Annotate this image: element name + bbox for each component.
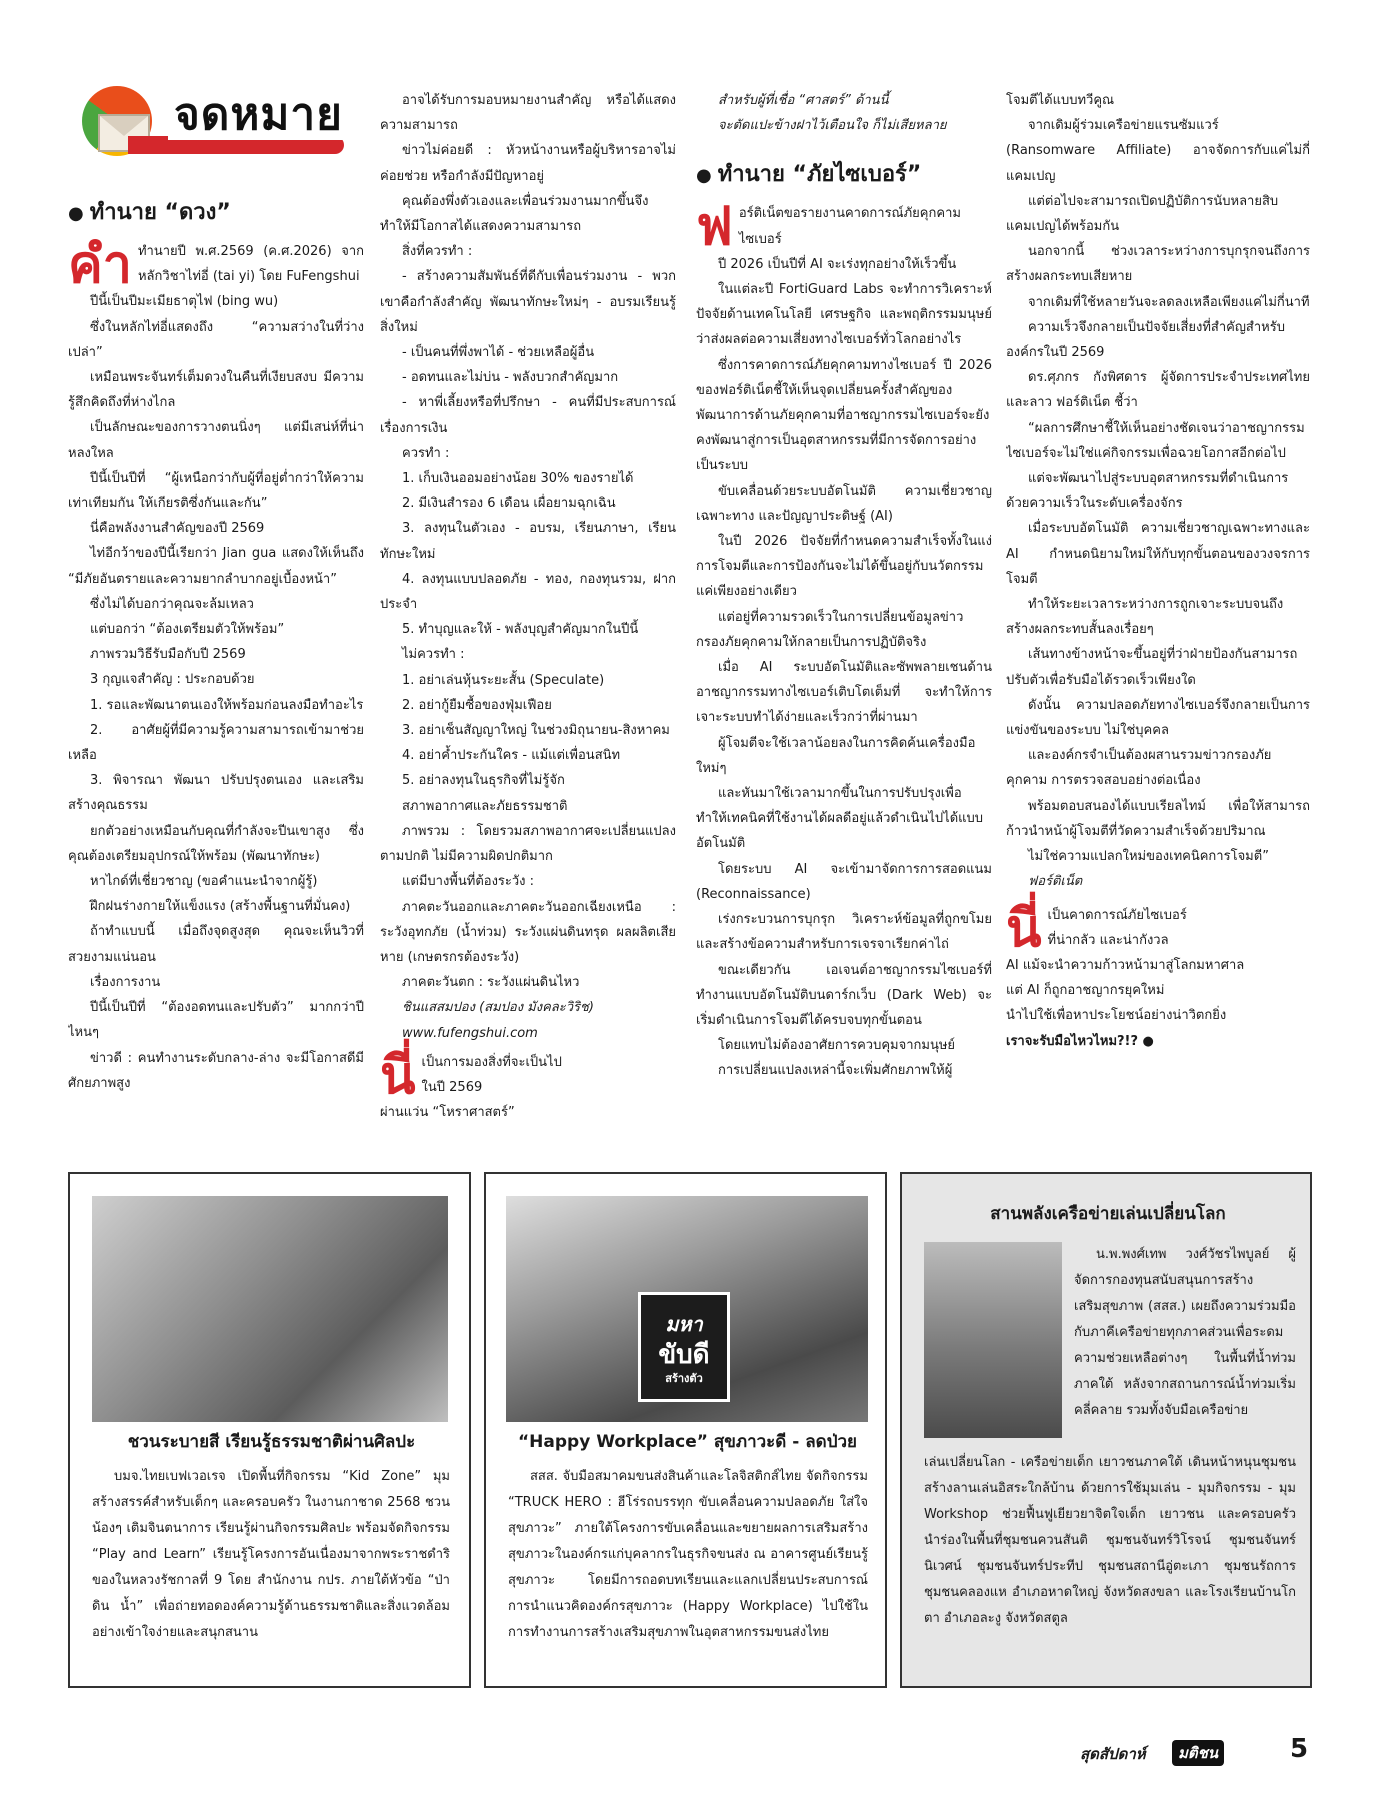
- closing-note: [380, 1044, 676, 1126]
- paragraph: แต่จะพัฒนาไปสู่ระบบอุตสาหกรรมที่ดำเนินการด้วยความเร็วในระดับเครื่องจักร: [1006, 471, 1289, 512]
- paragraph: พร้อมตอบสนองได้แบบเรียลไทม์ เพื่อให้สามารถก้าวนำหน้าผู้โจมตีที่วัดความสำเร็จด้วยปริมาณ: [1006, 798, 1310, 839]
- box-body-right: น.พ.พงศ์เทพ วงศ์วัชรไพบูลย์ ผู้จัดการกองทุนสนับสนุนการสร้างเสริมสุขภาพ (สสส.) เผยถึงความร่วมมือกับภาคีเครือข่ายทุกภาคส่วนเพื่อระดมความช่วยเหลือต่างๆ ในพื้นที่น้ำท่วมภาคใต้ หลังจากสถานการณ์น้ำท่วมเริ่มคลี่คลาย รวมทั้งจับมือเครือข่าย: [1074, 1247, 1296, 1418]
- article-horoscope: [68, 234, 364, 1096]
- paragraph: นี่คือพลังงานสำคัญของปี 2569: [90, 521, 265, 537]
- dropcap: นี่: [1006, 897, 1042, 959]
- section-heading-cyber: ● ทำนาย “ภัยไซเบอร์”: [696, 162, 922, 188]
- box-body-bottom: เล่นเปลี่ยนโลก - เครือข่ายเด็ก เยาวชนภาคใต้ เดินหน้าหนุนชุมชนสร้างลานเล่นอิสระใกล้บ้าน ด้วยการใช้มุมเล่น - มุมกิจกรรม - มุม Workshop ช่วยฟื้นฟูเยียวยาจิตใจเด็ก เยาวชน และครอบครัว นำร่องในพื้นที่ชุมชนควนสันติ ชุมชนจันทร์วิโรจน์ ชุมชนจันทร์นิเวศน์ ชุมชนจันทร์ประทีป ชุมชนสถานีอู่ตะเภา ชุมชนรัถการ ชุมชนคลองแห อำเภอหาดใหญ่ จังหวัดสงขลา และโรงเรียนบ้านโกตา อำเภอละงู จังหวัดสตูล: [924, 1455, 1296, 1626]
- website-link[interactable]: www.fufengshui.com: [402, 1025, 538, 1041]
- paragraph: จะตัดแปะข้างฝาไว้เตือนใจ ก็ไม่เสียหลาย: [718, 118, 947, 134]
- paragraph: ซึ่งไม่ได้บอกว่าคุณจะล้มเหลว: [90, 596, 254, 612]
- paragraph: ควรทำ :: [402, 445, 450, 461]
- paragraph: เป็นลักษณะของการวางตนนิ่งๆ แต่มีเสน่ห์ที่น่าหลงใหล: [68, 420, 364, 461]
- paragraph: ปี 2026 เป็นปีที่ AI จะเร่งทุกอย่างให้เร็วขึ้น: [718, 256, 957, 272]
- paragraph: แต่ต่อไปจะสามารถเปิดปฏิบัติการนับหลายสิบแคมเปญได้พร้อมกัน: [1006, 193, 1279, 235]
- paragraph: ดังนั้น ความปลอดภัยทางไซเบอร์จึงกลายเป็นการแข่งขันของระบบ ไม่ใช่บุคคล: [1006, 697, 1310, 739]
- paragraph: ยกตัวอย่างเหมือนกับคุณที่กำลังจะปีนเขาสูง ซึ่งคุณต้องเตรียมอุปกรณ์ให้พร้อม (พัฒนาทักษะ): [68, 823, 364, 864]
- box-title: ชวนระบายสี เรียนรู้ธรรมชาติผ่านศิลปะ: [127, 1432, 416, 1452]
- photo-kids-painting: [92, 1196, 448, 1422]
- paragraph: - สร้างความสัมพันธ์ที่ดีกับเพื่อนร่วมงาน - พวกเขาคือกำลังสำคัญ พัฒนาทักษะใหม่ๆ - อบรมเรียนรู้สิ่งใหม่: [380, 269, 676, 335]
- paragraph: ในปี 2026 ปัจจัยที่กำหนดความสำเร็จทั้งในแง่การโจมตีและการป้องกันจะไม่ได้ขึ้นอยู่กับนวัตกรรมแค่เพียงอย่างเดียว: [696, 534, 992, 600]
- paragraph: จากเดิมผู้ร่วมเครือข่ายแรนซัมแวร์ (Ransomware Affiliate) อาจจัดการกับแค่ไม่กี่แคมเปญ: [1006, 118, 1310, 184]
- closing-lines: [1006, 897, 1310, 1029]
- paragraph: การเปลี่ยนแปลงเหล่านี้จะเพิ่มศักยภาพให้ผู้: [718, 1063, 953, 1079]
- letters-logo: [68, 82, 364, 172]
- paragraph: สำหรับผู้ที่เชื่อ “ศาสตร์” ด้านนี้: [718, 93, 889, 108]
- box-body: สสส. จับมือสมาคมขนส่งสินค้าและโลจิสติกส์ไทย จัดกิจกรรม “TRUCK HERO : ฮีโร่รถบรรทุก ขับเคลื่อนความปลอดภัย ใส่ใจสุขภาวะ” ภายใต้โครงการขับเคลื่อนและขยายผลการเสริมสร้างสุขภาวะในองค์กรแก่บุคลากรในธุรกิจขนส่ง ณ อาคารศูนย์เรียนรู้สุขภาวะ โดยมีการถอดบทเรียนและแลกเปลี่ยนประสบการณ์การนำแนวคิดองค์กรสุขภาวะ (Happy Workplace) ไปใช้ในการทำงานการสร้างเสริมสุขภาพในอุตสาหกรรมขนส่งไทย: [508, 1469, 868, 1640]
- paragraph: ซึ่งในหลักไท่อี่แสดงถึง “ความสว่างในที่ว่างเปล่า”: [68, 319, 364, 360]
- news-box-art: [68, 1172, 471, 1688]
- paragraph: นำไปใช้เพื่อหาประโยชน์อย่างน่าวิตกยิ่ง: [1006, 1008, 1227, 1024]
- paragraph: ผู้โจมตีจะใช้เวลาน้อยลงในการคิดค้นเครื่องมือใหม่ๆ: [696, 735, 976, 776]
- paragraph: โดยระบบ AI จะเข้ามาจัดการการสอดแนม (Reconnaissance): [696, 861, 992, 902]
- paragraph: ขับเคลื่อนด้วยระบบอัตโนมัติ ความเชี่ยวชาญเฉพาะทาง และปัญญาประดิษฐ์ (AI): [696, 483, 992, 524]
- dropcap: คำ: [68, 234, 132, 295]
- paragraph: เป็นคาดการณ์ภัยไซเบอร์: [1047, 907, 1187, 923]
- paragraph: 2. อย่ากู้ยืมซื้อของฟุ่มเฟือย: [402, 697, 552, 713]
- paragraph: เร่งกระบวนการบุกรุก วิเคราะห์ข้อมูลที่ถูกขโมยและสร้างข้อความสำหรับการเจรจาเรียกค่าไถ่: [696, 912, 992, 953]
- paragraph: 3. ลงทุนในตัวเอง - อบรม, เรียนภาษา, เรียนทักษะใหม่: [380, 521, 676, 562]
- paragraph: ข่าวดี : คนทำงานระดับกลาง-ล่าง จะมีโอกาสดีมีศักยภาพสูง: [68, 1050, 364, 1091]
- paragraph: อาจได้รับการมอบหมายงานสำคัญ หรือได้แสดงความสามารถ: [380, 93, 676, 134]
- paragraph: นอกจากนี้ ช่วงเวลาระหว่างการบุกรุกจนถึงการสร้างผลกระทบเสียหาย: [1006, 244, 1310, 285]
- paragraph: ไม่ควรทำ :: [402, 647, 465, 663]
- photo-portrait: [924, 1242, 1062, 1438]
- column-1: [68, 82, 364, 1172]
- brand-logo: มติชน: [1172, 1740, 1224, 1766]
- paragraph: อร์ติเน็ตขอรายงานคาดการณ์ภัยคุกคามไซเบอร์: [738, 206, 961, 247]
- paragraph: 2. มีเงินสำรอง 6 เดือน เผื่อยามฉุกเฉิน: [402, 496, 616, 512]
- paragraph: เมื่อ AI ระบบอัตโนมัติและซัพพลายเชนด้านอาชญากรรมทางไซเบอร์เติบโตเต็มที่ จะทำให้การเจาะระบบทำได้ง่ายและเร็วกว่าที่ผ่านมา: [696, 660, 992, 726]
- paragraph: คุณต้องพึ่งตัวเองและเพื่อนร่วมงานมากขึ้นจึงทำให้มีโอกาสได้แสดงความสามารถ: [380, 193, 649, 235]
- box-title: “Happy Workplace” สุขภาวะดี - ลดป่วย: [517, 1432, 857, 1452]
- paragraph: ทำให้ระยะเวลาระหว่างการถูกเจาะระบบจนถึงสร้างผลกระทบสั้นลงเรื่อยๆ: [1006, 597, 1284, 638]
- paragraphs: [68, 234, 364, 1096]
- section-heading-horoscope: ● ทำนาย “ดวง”: [68, 200, 231, 225]
- paragraph: 1. อย่าเล่นหุ้นระยะสั้น (Speculate): [402, 672, 605, 688]
- paragraph: ภาพรวม : โดยรวมสภาพอากาศจะเปลี่ยนแปลงตามปกติ ไม่มีความผิดปกติมาก: [380, 823, 676, 865]
- column-4: [1006, 88, 1310, 1178]
- paragraph: ปีนี้เป็นปีมะเมียธาตุไฟ (bing wu): [90, 294, 279, 310]
- paragraph: และองค์กรจำเป็นต้องผสานรวมข่าวกรองภัยคุกคาม การตรวจสอบอย่างต่อเนื่อง: [1006, 748, 1272, 789]
- author-signature: ชินแสสมปอง (สมปอง มังคละวิริช): [402, 1000, 594, 1016]
- paragraph: - หาพี่เลี้ยงหรือที่ปรึกษา - คนที่มีประสบการณ์เรื่องการเงิน: [380, 395, 676, 436]
- paragraph: ไท่อีกว้าของปีนี้เรียกว่า Jian gua แสดงให้เห็นถึง “มีภัยอันตรายและความยากลำบากอยู่เบื้องหน้า”: [68, 546, 364, 587]
- page-number: 5: [1290, 1734, 1309, 1764]
- paragraph: 4. ลงทุนแบบปลอดภัย - ทอง, กองทุนรวม, ฝากประจำ: [380, 571, 676, 613]
- paragraphs: [1006, 88, 1310, 895]
- paragraph: 3. อย่าเซ็นสัญญาใหญ่ ในช่วงมิถุนายน-สิงหาคม: [402, 723, 670, 739]
- closing-lines: [380, 1044, 676, 1126]
- paragraph: 4. อย่าค้ำประกันใคร - แม้แต่เพื่อนสนิท: [402, 748, 621, 764]
- paragraph: สภาพอากาศและภัยธรรมชาติ: [402, 798, 568, 814]
- paragraph: 5. อย่าลงทุนในธุรกิจที่ไม่รู้จัก: [402, 773, 565, 789]
- logo-title: จดหมาย: [168, 90, 349, 140]
- paragraph: ฟอร์ติเน็ต: [1028, 874, 1083, 890]
- truck-hero-sign: มหา ขับดี สร้างตัว: [638, 1292, 730, 1402]
- paragraph: ถ้าทำแบบนี้ เมื่อถึงจุดสูงสุด คุณจะเห็นวิวที่สวยงามแน่นอน: [68, 924, 364, 965]
- photo-group-with-sign: [506, 1196, 868, 1422]
- paragraph: ไม่ใช่ความแปลกใหม่ของเทคนิคการโจมตี”: [1028, 849, 1269, 865]
- paragraphs: [380, 88, 676, 995]
- news-box-workplace: [484, 1172, 887, 1688]
- paragraph: AI แม้จะนำความก้าวหน้ามาสู่โลกมหาศาล: [1006, 957, 1245, 973]
- paragraph: โดยแทบไม่ต้องอาศัยการควบคุมจากมนุษย์: [718, 1038, 956, 1054]
- paragraph: ความเร็วจึงกลายเป็นปัจจัยเสี่ยงที่สำคัญสำหรับองค์กรในปี 2569: [1006, 319, 1285, 361]
- article-cyber: [696, 196, 992, 1083]
- news-box-network: [900, 1172, 1312, 1688]
- paragraph: สิ่งที่ควรทำ :: [402, 244, 473, 260]
- paragraph: ฝึกฝนร่างกายให้แข็งแรง (สร้างพื้นฐานที่มั่นคง): [90, 899, 351, 915]
- paragraph: 2. อาศัยผู้ที่มีความรู้ความสามารถเข้ามาช่วยเหลือ: [68, 722, 364, 764]
- paragraph: ภาคตะวันตก : ระวังแผ่นดินไหว: [402, 975, 580, 991]
- paragraph: เส้นทางข้างหน้าจะขึ้นอยู่ที่ว่าฝ่ายป้องกันสามารถปรับตัวเพื่อรับมือได้รวดเร็วเพียงใด: [1006, 647, 1298, 688]
- bullet-icon: ●: [696, 165, 712, 187]
- paragraph: - เป็นคนที่พึ่งพาได้ - ช่วยเหลือผู้อื่น: [402, 345, 595, 361]
- paragraph: และหันมาใช้เวลามากขึ้นในการปรับปรุงเพื่อทำให้เทคนิคที่ใช้งานได้ผลดีอยู่แล้วดำเนินไปได้แบบอัตโนมัติ: [696, 786, 984, 852]
- paragraph: ภาคตะวันออกและภาคตะวันออกเฉียงเหนือ : ระวังอุทกภัย (น้ำท่วม) ระวังแผ่นดินทรุด ผลผลิตเสียหาย (เกษตรกรต้องระวัง): [380, 899, 676, 965]
- paragraph: 3. พิจารณา พัฒนา ปรับปรุงตนเอง และเสริมสร้างคุณธรรม: [68, 773, 364, 814]
- paragraph: เมื่อระบบอัตโนมัติ ความเชี่ยวชาญเฉพาะทางและ AI กำหนดนิยามใหม่ให้กับทุกขั้นตอนของวงจรการโจมตี: [1006, 521, 1310, 587]
- dropcap: นี่: [380, 1044, 416, 1106]
- paragraph: ปีนี้เป็นปีที่ “ผู้เหนือกว่ากับผู้ที่อยู่ต่ำกว่าให้ความเท่าเทียมกัน ให้เกียรติซึ่งกันและกัน”: [68, 470, 364, 512]
- paragraph: โจมตีได้แบบทวีคูณ: [1006, 93, 1115, 108]
- paragraphs: [696, 196, 992, 1083]
- paragraph: เป็นการมองสิ่งที่จะเป็นไป: [421, 1054, 562, 1070]
- paragraph: ซึ่งการคาดการณ์ภัยคุกคามทางไซเบอร์ ปี 2026 ของฟอร์ติเน็ตชี้ให้เห็นจุดเปลี่ยนครั้งสำคัญของพัฒนาการด้านภัยคุกคามที่อาชญากรรมไซเบอร์จะยังคงพัฒนาสู่การเป็นอุตสาหกรรมที่มีการจัดการอย่างเป็นระบบ: [696, 357, 992, 474]
- paragraph: เรื่องการงาน: [90, 974, 161, 990]
- paragraph: “ผลการศึกษาชี้ให้เห็นอย่างชัดเจนว่าอาชญากรรมไซเบอร์จะไม่ใช่แค่กิจกรรมเพื่อฉวยโอกาสอีกต่อไป: [1006, 420, 1305, 461]
- box-title: สานพลังเครือข่ายเล่นเปลี่ยนโลก: [990, 1204, 1226, 1224]
- paragraph: หาไกด์ที่เชี่ยวชาญ (ขอคำแนะนำจากผู้รู้): [90, 874, 318, 890]
- paragraph: 1. เก็บเงินออมอย่างน้อย 30% ของรายได้: [402, 471, 634, 487]
- paragraph: แต่ AI ก็ถูกอาชญากรยุคใหม่: [1006, 983, 1165, 999]
- paragraph: ขณะเดียวกัน เอเจนต์อาชญากรรมไซเบอร์ที่ทำงานแบบอัตโนมัติบนดาร์กเว็บ (Dark Web) จะเริ่มดำเนินการโจมตีได้ครบจบทุกขั้นตอน: [696, 962, 992, 1028]
- paragraph: 3 กุญแจสำคัญ : ประกอบด้วย: [90, 672, 255, 688]
- paragraph: ข่าวไม่ค่อยดี : หัวหน้างานหรือผู้บริหารอาจไม่ค่อยช่วย หรือกำลังมีปัญหาอยู่: [380, 143, 676, 184]
- paragraph: ภาพรวมวิธีรับมือกับปี 2569: [90, 647, 246, 663]
- paragraph: แต่มีบางพื้นที่ต้องระวัง :: [402, 874, 535, 890]
- intro-lines: [696, 88, 992, 138]
- closing-note: [1006, 897, 1310, 1054]
- paragraph: ในแต่ละปี FortiGuard Labs จะทำการวิเคราะห์ปัจจัยด้านเทคโนโลยี เศรษฐกิจ และพฤติกรรมมนุษย์ว่าส่งผลต่อความเสี่ยงทางไซเบอร์ทั่วโลกอย่างไร: [696, 282, 992, 348]
- paragraph: แต่บอกว่า “ต้องเตรียมตัวให้พร้อม”: [90, 622, 285, 638]
- paragraph: เหมือนพระจันทร์เต็มดวงในคืนที่เงียบสงบ มีความรู้สึกคิดถึงที่ห่างไกล: [68, 370, 364, 411]
- dropcap: ฟ: [696, 196, 733, 258]
- closing-question: เราจะรับมือไหวไหม?!? ●: [1006, 1033, 1154, 1049]
- paragraph: ในปี 2569: [421, 1079, 483, 1095]
- paragraph: ทำนายปี พ.ศ.2569 (ค.ศ.2026) จากหลักวิชาไท่อี่ (tai yi) โดย FuFengshui: [137, 244, 364, 285]
- paragraph: - อดทนและไม่บ่น - พลังบวกสำคัญมาก: [402, 370, 619, 386]
- page-footer: [1080, 1736, 1330, 1770]
- paragraph: ดร.ศุภกร กังพิศดาร ผู้จัดการประจำประเทศไทยและลาว ฟอร์ติเน็ต ชี้ว่า: [1006, 370, 1310, 411]
- box-body: บมจ.ไทยเบฟเวอเรจ เปิดพื้นที่กิจกรรม “Kid Zone” มุมสร้างสรรค์สำหรับเด็กๆ และครอบครัว ในงานกาชาด 2568 ชวนน้องๆ เติมจินตนาการ เรียนรู้ผ่านกิจกรรมศิลปะ พร้อมจัดกิจกรรม “Play and Learn” เรียนรู้โครงการอันเนื่องมาจากพระราชดำริของในหลวงรัชกาลที่ 9 โดย สำนักงาน กปร. ภายใต้หัวข้อ “ป่า ดิน น้ำ” เพื่อถ่ายทอดองค์ความรู้ด้านธรรมชาติและสิ่งแวดล้อมอย่างเข้าใจง่ายและสนุกสนาน: [92, 1469, 450, 1640]
- paragraph: ปีนี้เป็นปีที่ “ต้องอดทนและปรับตัว” มากกว่าปีไหนๆ: [68, 1000, 364, 1041]
- paragraph: แต่อยู่ที่ความรวดเร็วในการเปลี่ยนข้อมูลข่าวกรองภัยคุกคามให้กลายเป็นการปฏิบัติจริง: [696, 609, 964, 650]
- bullet-icon: ●: [68, 203, 84, 224]
- publication-name: สุดสัปดาห์: [1080, 1745, 1146, 1763]
- column-2: [380, 88, 676, 1178]
- paragraph: ผ่านแว่น “โหราศาสตร์”: [380, 1105, 515, 1121]
- paragraph: ที่น่ากลัว และน่ากังวล: [1047, 932, 1169, 948]
- paragraph: 5. ทำบุญและให้ - พลังบุญสำคัญมากในปีนี้: [402, 622, 639, 638]
- column-3: [696, 88, 992, 1178]
- paragraph: 1. รอและพัฒนาตนเองให้พร้อมก่อนลงมือทำอะไร: [90, 697, 364, 713]
- paragraph: จากเดิมที่ใช้หลายวันจะลดลงเหลือเพียงแค่ไม่กี่นาที: [1028, 294, 1310, 310]
